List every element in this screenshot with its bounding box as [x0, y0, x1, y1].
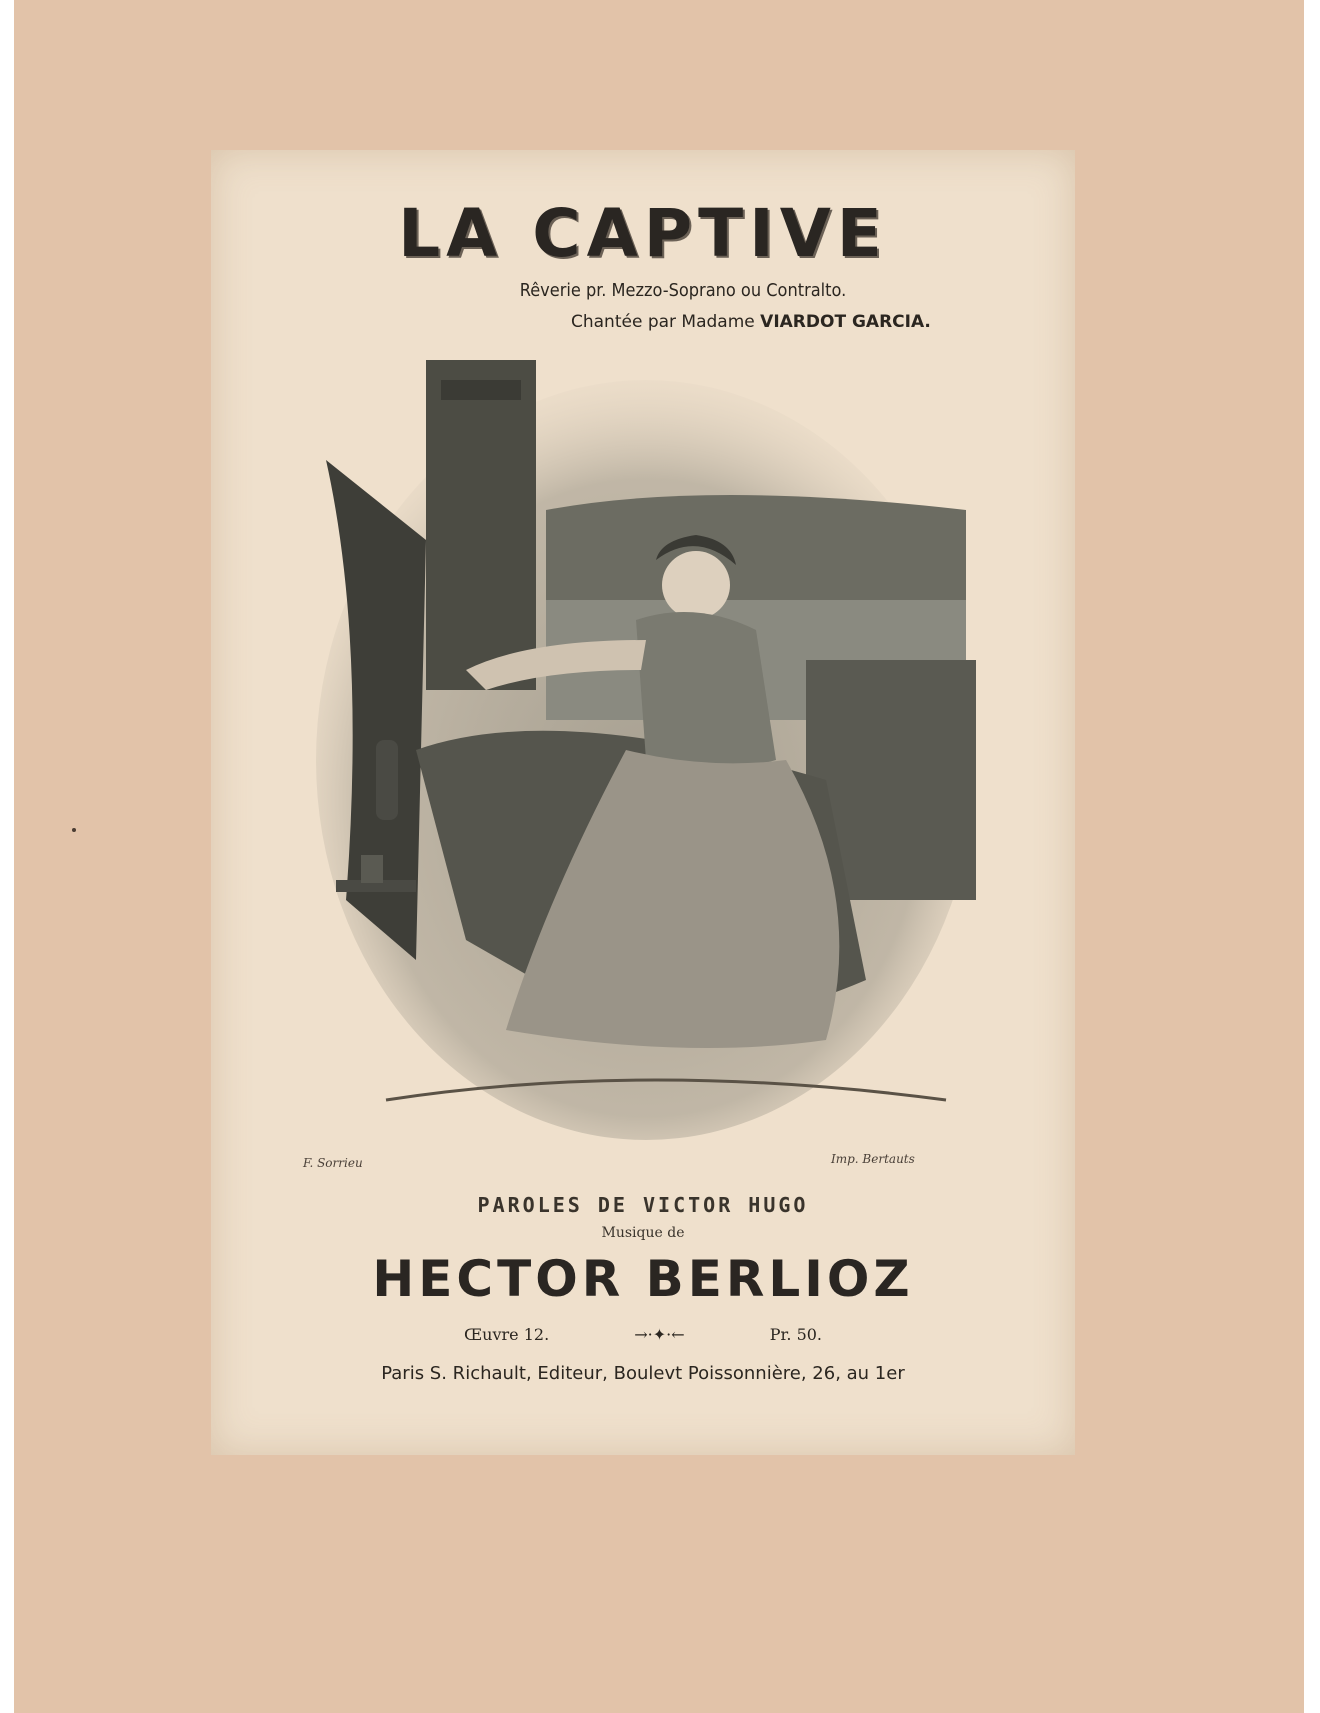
lithograph-illustration	[306, 340, 986, 1140]
cover-subtitle: Rêverie pr. Mezzo-Soprano ou Contralto.	[519, 280, 847, 301]
foxing-spot	[72, 828, 76, 832]
lyrics-credit: PAROLES DE VICTOR HUGO	[477, 1193, 809, 1217]
pitcher	[376, 740, 398, 820]
music-credit-prefix: Musique de	[601, 1225, 685, 1241]
artist-credit: F. Sorrieu	[303, 1156, 363, 1170]
price: Pr. 50.	[769, 1325, 823, 1344]
publisher-line: Paris S. Richault, Editeur, Boulevt Poissonnière, 26, au 1er	[381, 1363, 905, 1384]
figure-head	[662, 551, 730, 619]
singer-name: VIARDOT GARCIA.	[760, 312, 931, 332]
ornament: →·✦·←	[634, 1325, 685, 1344]
sung-by-line	[571, 312, 931, 332]
tower	[426, 360, 536, 690]
printer-credit: Imp. Bertauts	[831, 1152, 915, 1166]
composer-name: HECTOR BERLIOZ	[372, 1250, 914, 1308]
sung-by-prefix: Chantée par Madame	[571, 312, 755, 332]
tower-detail	[441, 380, 521, 400]
distant-hills	[546, 495, 966, 600]
sheet-music-cover	[211, 150, 1075, 1455]
cover-title: LA CAPTIVE	[398, 195, 888, 272]
opus-line	[211, 1325, 1075, 1344]
figure-bodice	[636, 612, 776, 770]
cup	[361, 855, 383, 883]
opus-number: Œuvre 12.	[463, 1325, 550, 1344]
